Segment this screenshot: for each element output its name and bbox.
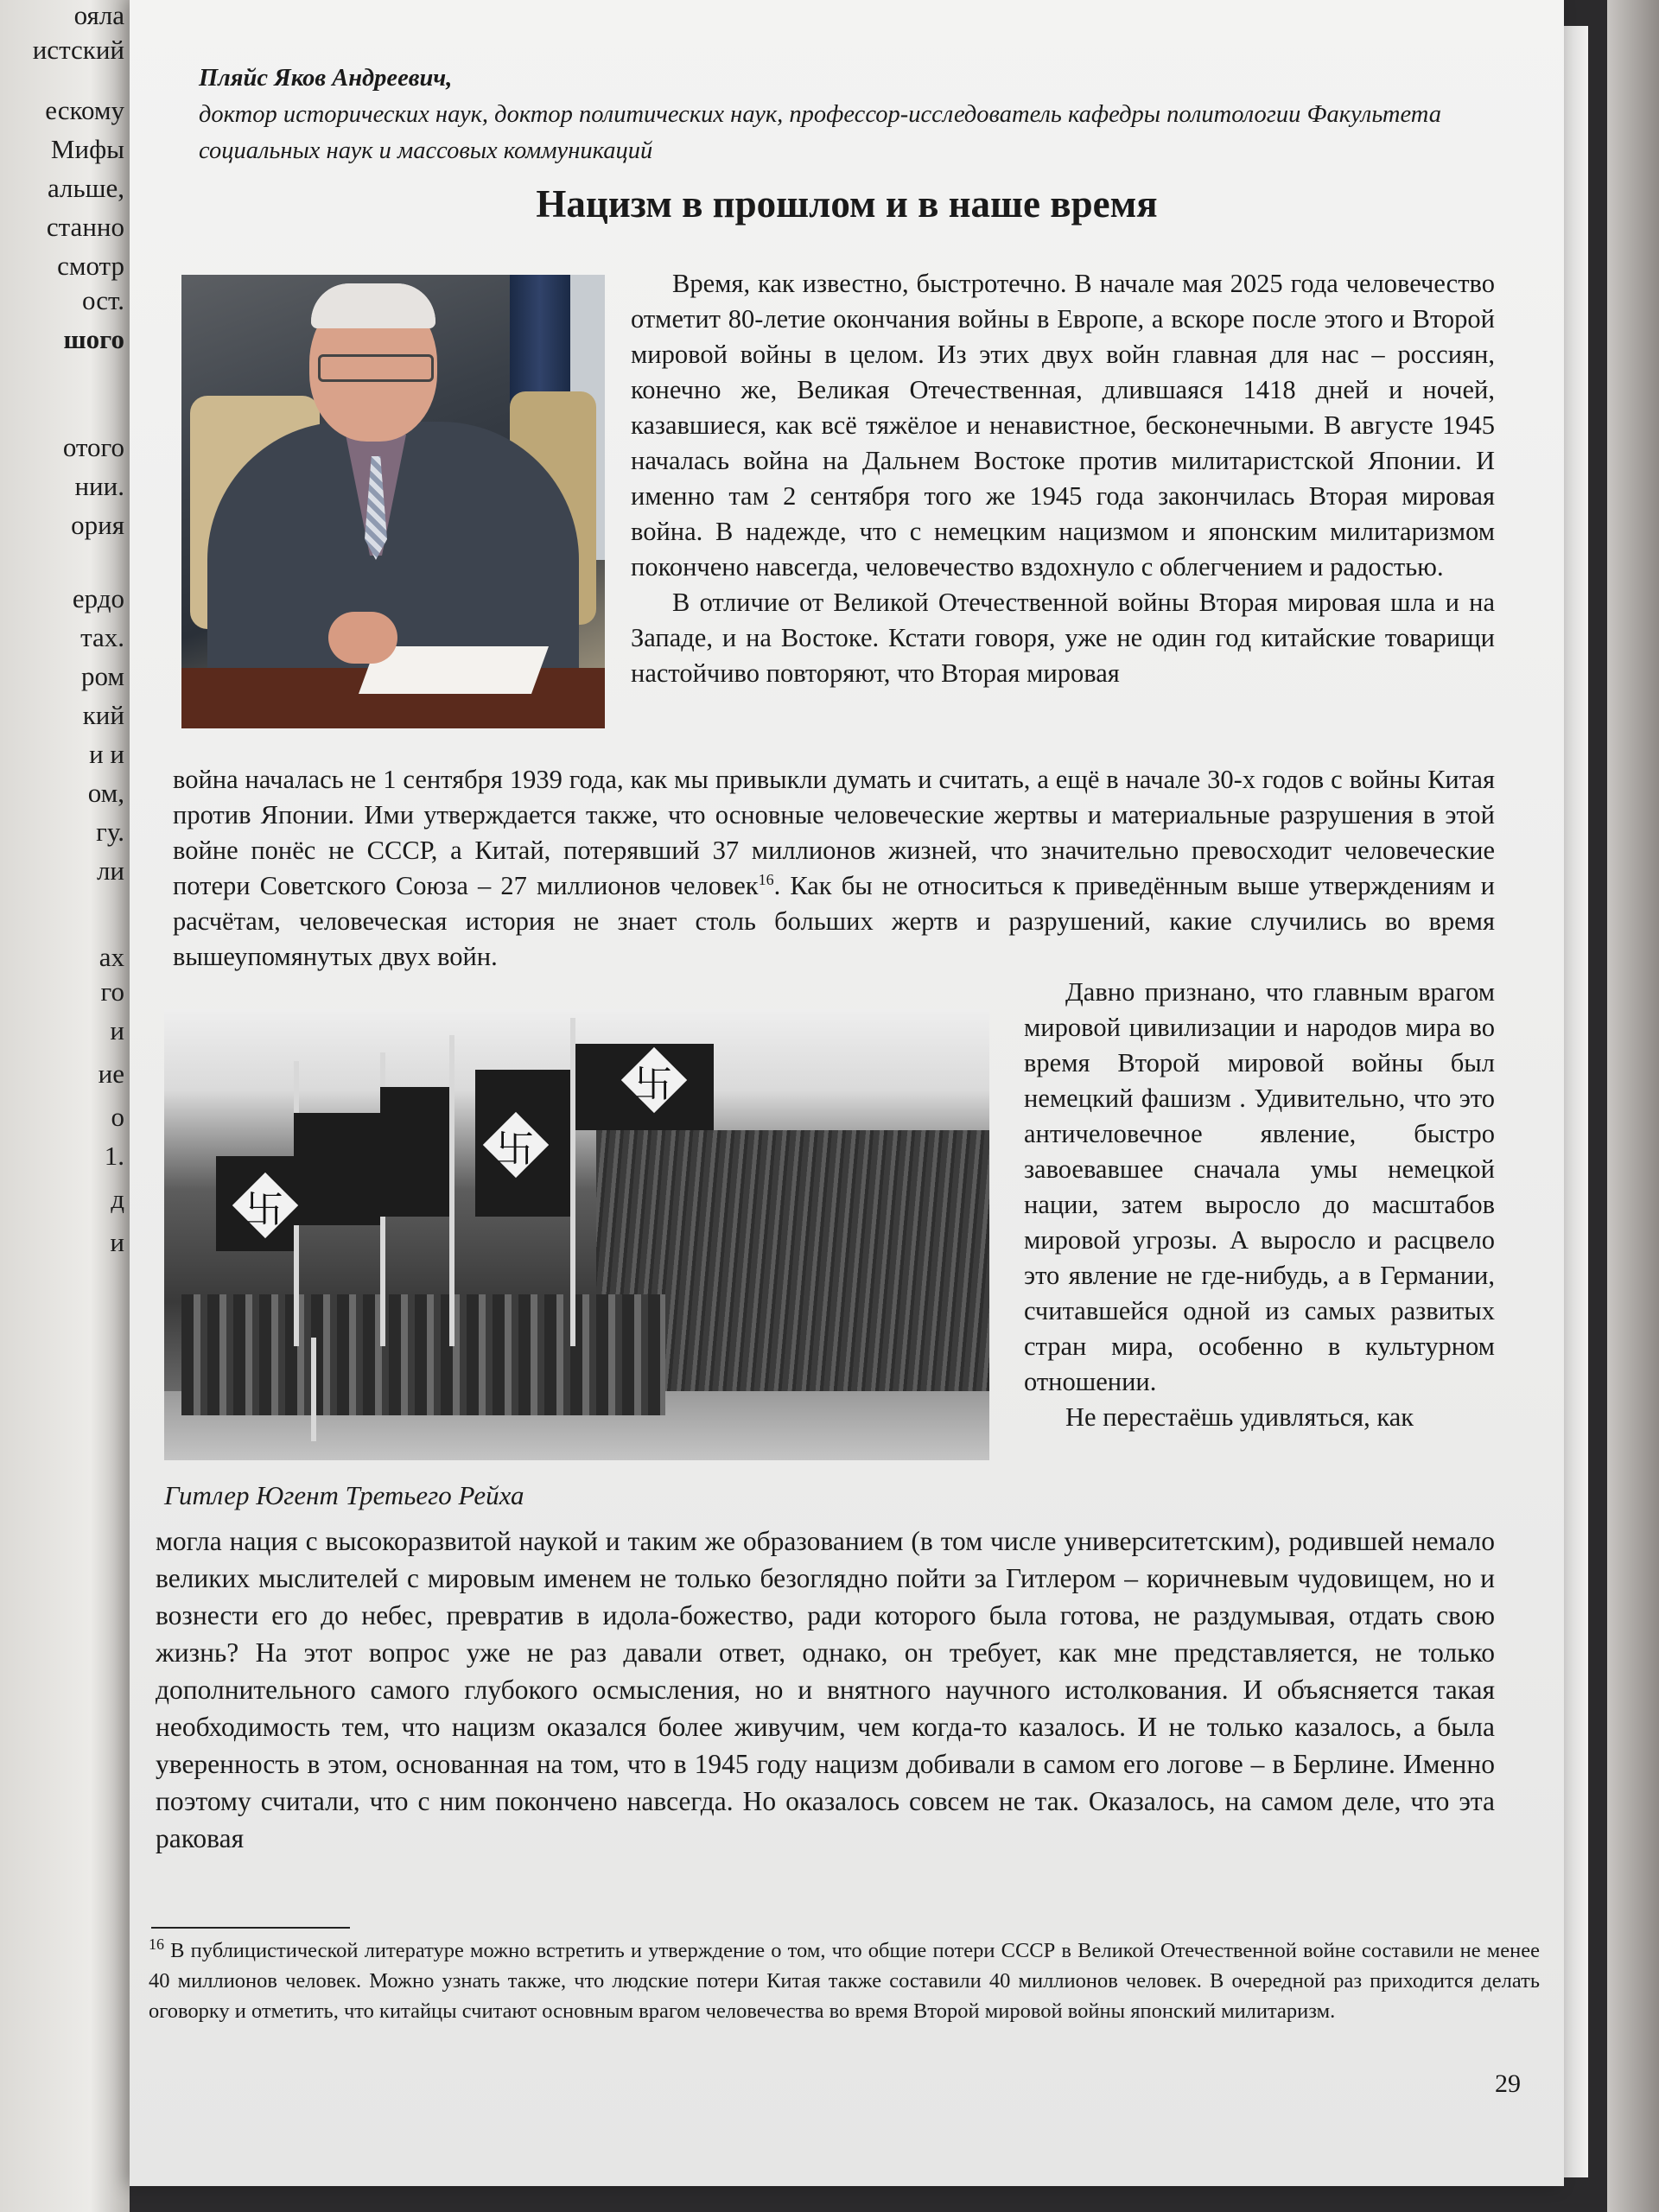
paragraph-3: Давно признано, что главным врагом мировой цивилизации и народов мира во время Второй мировой войны был немецкий фашизм . Удивительно, что это античеловечное явление, быстро завоевавшее сначала умы немецкой нации, затем выросло до масштабов мировой угрозы. А выросло и расцвело это явление не где-нибудь, а в Германии, считавшейся одной из самых развитых стран мира, особенно в культурном отношении. bbox=[1024, 977, 1495, 1396]
footnote-number: 16 bbox=[149, 1935, 164, 1953]
facing-page-text-fragment: шого bbox=[63, 324, 124, 354]
paragraph-2-text: война началась не 1 сентября 1939 года, как мы привыкли думать и считать, а ещё в начале 30-х годов с войны Китая против Японии. Ими утверждается также, что основные человеческие жертвы и материальные разрушения в этой войне понёс не СССР, а Китай, потерявший 37 миллионов жизней, что значительно превосходит человеческие потери Советского Союза – 27 миллионов человек bbox=[173, 765, 1495, 900]
article-title: Нацизм в прошлом и в наше время bbox=[536, 182, 1158, 226]
facing-page-text-fragment: отого bbox=[62, 432, 124, 462]
facing-page-text-fragment: ом, bbox=[87, 778, 124, 808]
facing-page-text-fragment: альше, bbox=[47, 173, 124, 203]
author-block bbox=[199, 60, 1512, 169]
facing-page-edge bbox=[0, 0, 130, 2212]
facing-page-text-fragment: ояла bbox=[73, 0, 124, 30]
page-stack-edge bbox=[1564, 26, 1588, 2177]
footnote bbox=[149, 1936, 1540, 2026]
footnote-rule bbox=[151, 1927, 350, 1929]
paragraph-2-start: В отличие от Великой Отечественной войны Вторая мировая шла и на Западе, и на Востоке. Кстати говоря, уже не один год китайские товарищи настойчиво повторяют, что Вторая мировая bbox=[631, 588, 1495, 688]
paragraph-2-end: . Как бы не относиться к приведённым выше утверждениям и расчётам, человеческая история не знает столь больших жертв и разрушений, какие случились во время вышеупомянутых двух войн. bbox=[173, 871, 1495, 971]
author-affiliation: доктор исторических наук, доктор политических наук, профессор-исследователь кафедры политологии Факультета социальных наук и массовых коммуникаций bbox=[199, 101, 1441, 164]
facing-page-text-fragment: 1. bbox=[104, 1141, 124, 1171]
facing-page-text-fragment: гу. bbox=[96, 817, 124, 847]
facing-page-text-fragment: истский bbox=[32, 35, 124, 65]
facing-page-text-fragment: и bbox=[110, 1227, 124, 1257]
paragraph-2-continued bbox=[173, 762, 1495, 975]
paragraph-4-continued: могла нация с высокоразвитой наукой и таким же образованием (в том числе университетским), родившей немало великих мыслителей с мировым именем не только безоглядно пойти за Гитлером – коричневым чудовищем, но и вознести его до небес, превратив в идола-божество, ради которого была готова, не раздумывая, отдать свою жизнь? На этот вопрос уже не раз давали ответ, однако, он требует, как мне представляется, не только дополнительного самого глубокого осмысления, но и внятного научного истолкования. И объясняется такая необходимость тем, что нацизм оказался более живучим, чем когда-то казалось. И не только казалось, а была уверенность в этом, основанная на том, что в 1945 году нацизм добивали в самом его логове – в Берлине. Именно поэтому считали, что с ним покончено навсегда. Но оказалось совсем не так. Оказалось, на самом деле, что эта раковая bbox=[156, 1526, 1495, 1853]
facing-page-text-fragment: нии. bbox=[74, 471, 124, 501]
facing-page-text-fragment: ли bbox=[96, 855, 124, 886]
footnote-ref: 16 bbox=[758, 870, 774, 888]
facing-page-text-fragment: и bbox=[110, 1015, 124, 1046]
paragraph-block-1 bbox=[631, 266, 1495, 691]
facing-page-text-fragment: станно bbox=[46, 212, 124, 242]
facing-page-text-fragment: д bbox=[111, 1184, 124, 1214]
facing-page-text-fragment: ах bbox=[99, 942, 124, 972]
desk-background bbox=[1607, 0, 1659, 2212]
photo-caption: Гитлер Югент Третьего Рейха bbox=[164, 1480, 524, 1510]
author-name: Пляйс Яков Андреевич, bbox=[199, 65, 453, 92]
book-page bbox=[130, 0, 1564, 2186]
facing-page-text-fragment: тах. bbox=[80, 622, 124, 652]
author-photo bbox=[181, 275, 605, 728]
footnote-text: В публицистической литературе можно встретить и утверждение о том, что общие потери СССР в Великой Отечественной войне составили не менее 40 миллионов человек. Можно узнать также, что людские потери Китая также составили 40 миллионов человек. В очередной раз приходится делать оговорку и отметить, что китайцы считают основным врагом человечества во время Второй мировой войны японский милитаризм. bbox=[149, 1939, 1540, 2023]
hitler-youth-photo bbox=[164, 1009, 989, 1460]
paragraph-block-4 bbox=[156, 1522, 1495, 1857]
paragraph-4-start: Не перестаёшь удивляться, как bbox=[1065, 1402, 1414, 1432]
facing-page-text-fragment: о bbox=[111, 1102, 124, 1132]
facing-page-text-fragment: ие bbox=[98, 1058, 124, 1089]
facing-page-text-fragment: смотр bbox=[57, 251, 124, 281]
facing-page-text-fragment: ердо bbox=[72, 583, 124, 613]
facing-page-text-fragment: ория bbox=[71, 510, 124, 540]
facing-page-text-fragment: кий bbox=[82, 700, 124, 730]
paragraph-1: Время, как известно, быстротечно. В начале мая 2025 года человечество отметит 80-летие окончания войны в Европе, а вскоре после этого и Второй мировой войны в целом. Из этих двух войн главная для нас – россиян, конечно же, Великая Отечественная, длившаяся 1418 дней и ночей, казавшиеся, как всё тяжёлое и ненавистное, бесконечными. В августе 1945 началась война на Дальнем Востоке против милитаристской Японии. И именно там 2 сентября того же 1945 года закончилась Вторая мировая война. В надежде, что с немецким нацизмом и японским милитаризмом покончено навсегда, человечество вздохнуло с облегчением и радостью. bbox=[631, 269, 1495, 582]
paragraph-block-2 bbox=[173, 762, 1495, 975]
facing-page-text-fragment: го bbox=[100, 976, 124, 1007]
paragraph-block-3 bbox=[1024, 975, 1495, 1435]
facing-page-text-fragment: ром bbox=[80, 661, 124, 691]
facing-page-text-fragment: Мифы bbox=[50, 134, 124, 164]
page-number: 29 bbox=[1495, 2069, 1521, 2098]
facing-page-text-fragment: и и bbox=[89, 739, 124, 769]
facing-page-text-fragment: ост. bbox=[82, 285, 124, 315]
facing-page-text-fragment: ескому bbox=[45, 95, 124, 125]
